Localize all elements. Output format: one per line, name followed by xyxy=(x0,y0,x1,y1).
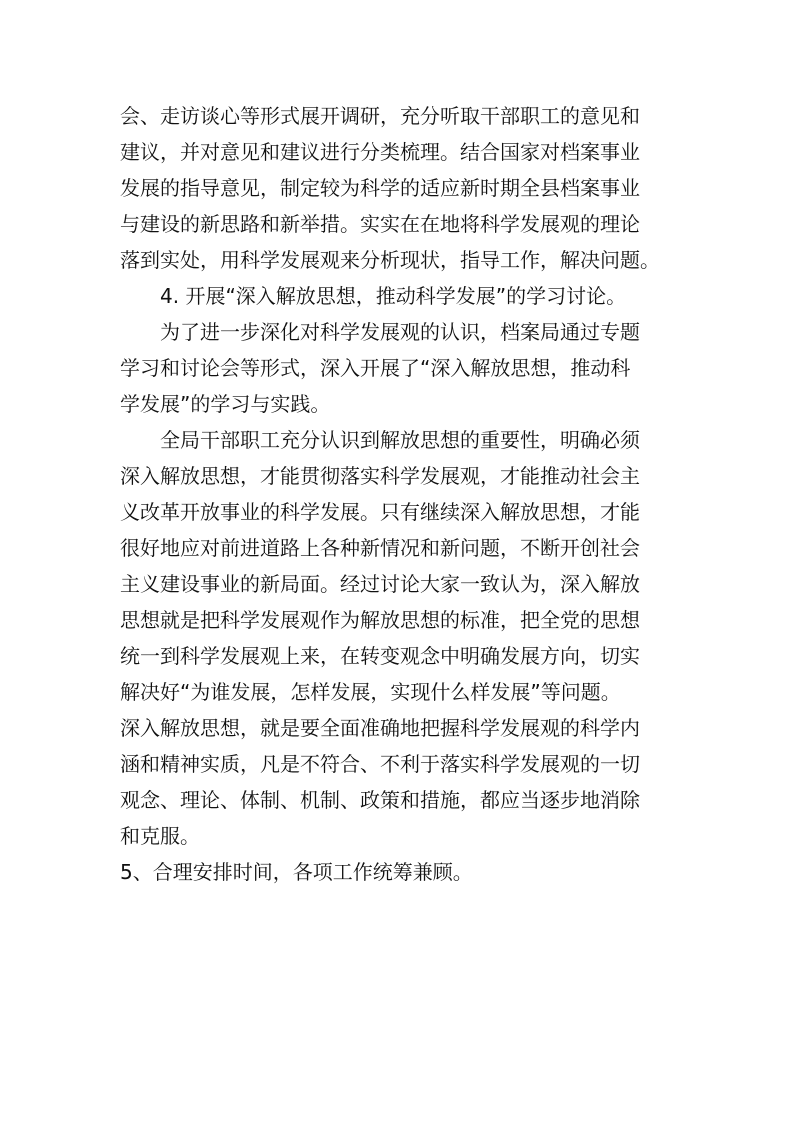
paragraph-line: 解决好“为谁发展，怎样发展，实现什么样发展”等问题。 xyxy=(120,680,621,704)
document-body xyxy=(120,98,690,890)
paragraph-line: 发展的指导意见，制定较为科学的适应新时期全县档案事业 xyxy=(120,176,640,200)
paragraph-line: 和克服。 xyxy=(120,824,200,848)
paragraph-line: 会、走访谈心等形式展开调研，充分听取干部职工的意见和 xyxy=(120,104,640,128)
paragraph-line: 思想就是把科学发展观作为解放思想的标准，把全党的思想 xyxy=(120,608,640,632)
paragraph-line: 观念、理论、体制、机制、政策和措施，都应当逐步地消除 xyxy=(120,788,640,812)
paragraph-line: 义改革开放事业的科学发展。只有继续深入解放思想，才能 xyxy=(120,500,640,524)
paragraph-line: 很好地应对前进道路上各种新情况和新问题，不断开创社会 xyxy=(120,536,640,560)
paragraph-line: 落到实处，用科学发展观来分析现状，指导工作，解决问题。 xyxy=(120,248,660,272)
paragraph-line: 学发展”的学习与实践。 xyxy=(120,392,331,416)
paragraph-line: 深入解放思想，才能贯彻落实科学发展观，才能推动社会主 xyxy=(120,464,640,488)
paragraph-line: 涵和精神实质，凡是不符合、不利于落实科学发展观的一切 xyxy=(120,752,640,776)
paragraph-line: 全局干部职工充分认识到解放思想的重要性，明确必须 xyxy=(160,428,640,452)
section-heading-4: 4. 开展“深入解放思想，推动科学发展”的学习讨论。 xyxy=(160,284,627,308)
paragraph-line: 学习和讨论会等形式，深入开展了“深入解放思想，推动科 xyxy=(120,356,631,380)
paragraph-line: 为了进一步深化对科学发展观的认识，档案局通过专题 xyxy=(160,320,640,344)
paragraph-line: 主义建设事业的新局面。经过讨论大家一致认为，深入解放 xyxy=(120,572,640,596)
paragraph-line: 与建设的新思路和新举措。实实在在地将科学发展观的理论 xyxy=(120,212,640,236)
paragraph-line: 统一到科学发展观上来，在转变观念中明确发展方向，切实 xyxy=(120,644,640,668)
section-heading-5: 5、合理安排时间，各项工作统筹兼顾。 xyxy=(120,860,473,884)
paragraph-line: 建议，并对意见和建议进行分类梳理。结合国家对档案事业 xyxy=(120,140,640,164)
paragraph-line: 深入解放思想，就是要全面准确地把握科学发展观的科学内 xyxy=(120,716,640,740)
